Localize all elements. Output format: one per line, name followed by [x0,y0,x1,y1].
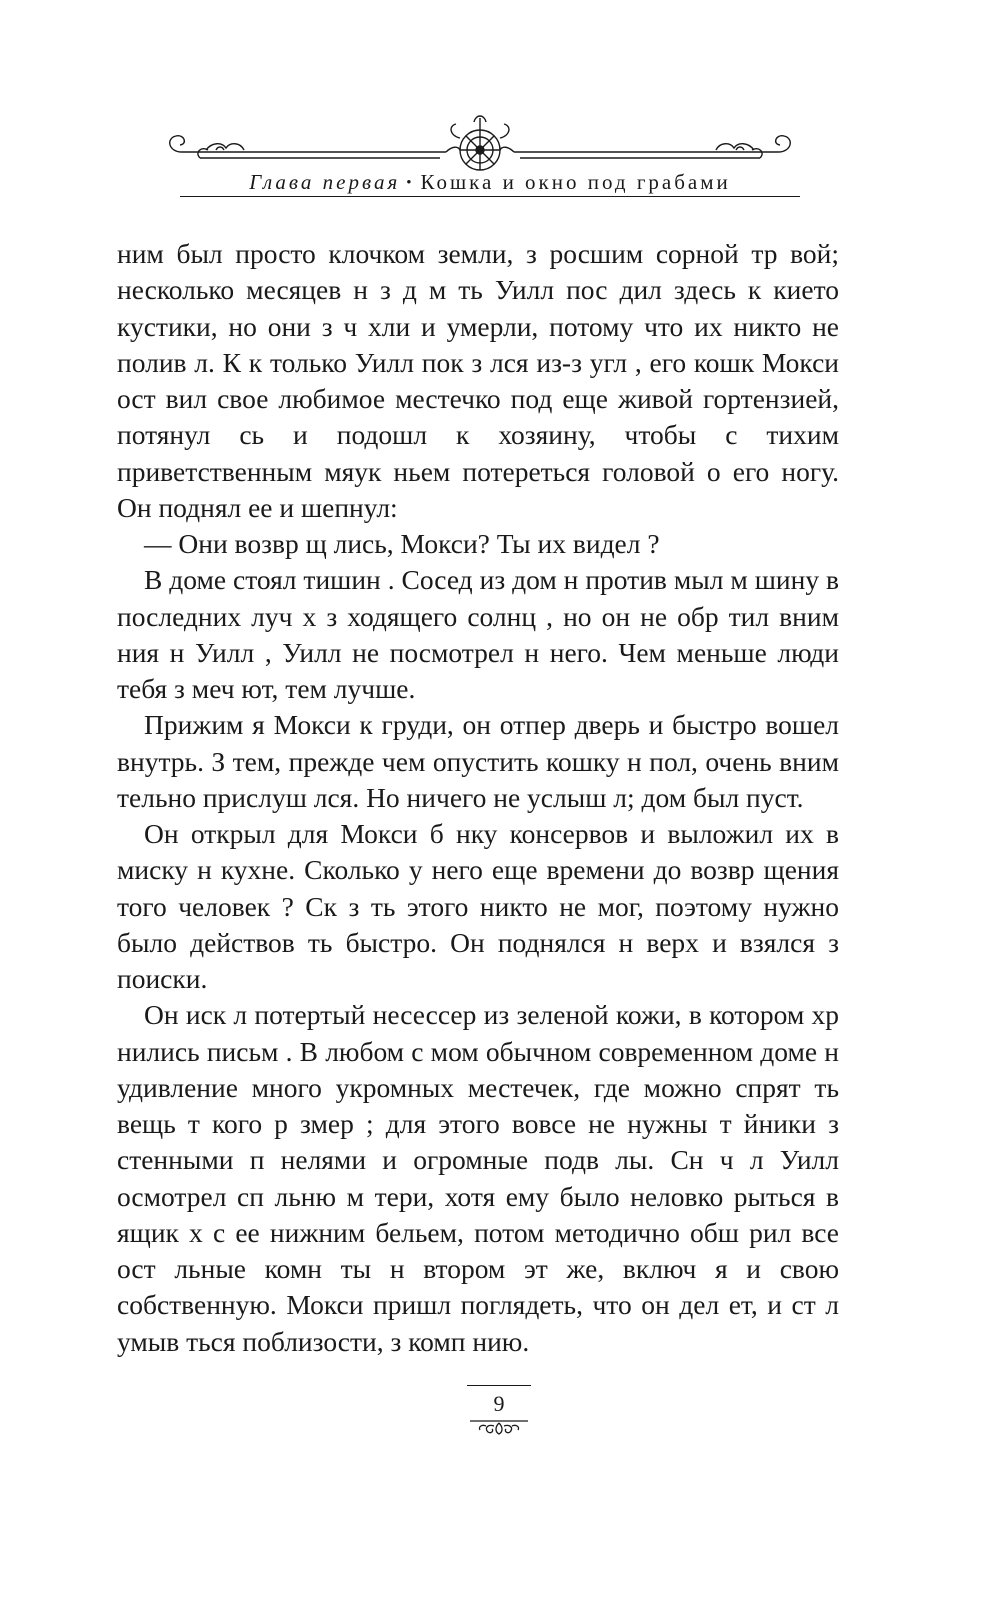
running-head [180,170,800,195]
page-number: 9 [467,1385,531,1418]
paragraph: Он открыл для Мокси б нку консервов и выложил их в миску н кухне. Сколько у него еще времени до возвр щения того человек ? Ск з ть этого никто не мог, поэтому нужно было действов ть быстро. Он поднялся н верх и взялся з поиски. [117,818,839,994]
page-folio [437,1385,561,1438]
paragraph: Он иск л потертый несессер из зеленой кожи, в котором хр нились письм . В любом с мом обычном современном доме н удивление много укромных местечек, где можно спрят ть вещь т кого р змер ; для этого вовсе не нужны т йники з стенными п нелями и огромные подв лы. Сн ч л Уилл осмотрел сп льню м тери, хотя ему было неловко рыться в ящик х с ее нижним бельем, потом методично обш рил все ост льные комн ты н втором эт же, включ я и свою собственную. Мокси пришл поглядеть, что он дел ет, и ст л умыв ться поблизости, з комп нию. [117,999,839,1357]
running-head-title: Кошка и окно под грабами [420,170,731,194]
paragraph: Прижим я Мокси к груди, он отпер дверь и быстро вошел внутрь. З тем, прежде чем опустить кошку н пол, очень вним тельно прислуш лся. Но ничего не услыш л; дом был пуст. [117,709,839,813]
running-head-separator: • [406,175,415,191]
paragraph: — Они возвр щ лись, Мокси? Ты их видел ? [144,528,660,559]
paragraph: В доме стоял тишин . Сосед из дом н против мыл м шину в последних луч х з ходящего солнц , но он не обр тил вним ния н Уилл , Уилл не посмотрел н него. Чем меньше люди тебя з меч ют, тем лучше. [117,564,839,704]
paragraph: ним был просто клочком земли, з росшим сорной тр вой; несколько месяцев н з д м ть Уилл пос дил здесь к кието кустики, но они з ч хли и умерли, потому что их никто не полив л. К к только Уилл пок з лся из-з угл , его кошк Мокси ост вил свое любимое местечко под еще живой гортензией, потянул сь и подошл к хозяину, чтобы с тихим приветственным мяук ньем потереться головой о его ногу. Он поднял ее и шепнул: [117,238,839,523]
folio-ornament [464,1418,534,1438]
body-text [117,236,839,1360]
running-head-chapter: Глава первая [249,170,401,194]
running-head-rule [180,196,800,197]
